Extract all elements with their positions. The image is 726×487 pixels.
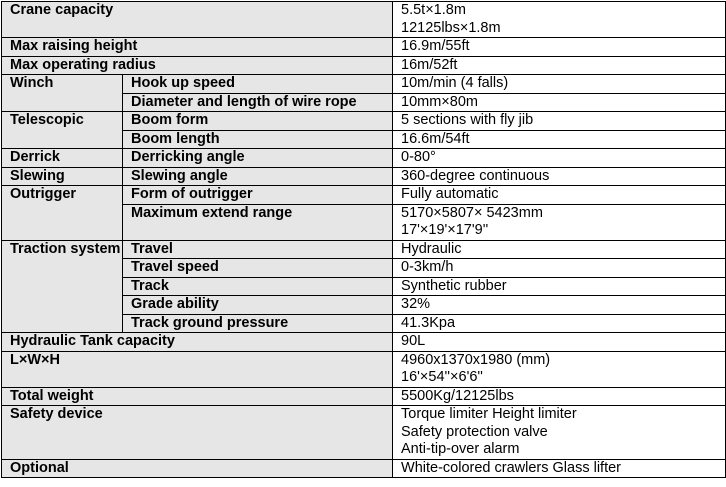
spec-label-maximum-extend-range: Maximum extend range bbox=[123, 204, 393, 240]
spec-value-safety-device-line: Anti-tip-over alarm bbox=[401, 441, 520, 457]
table-row bbox=[2, 167, 726, 186]
spec-value-grade-ability bbox=[393, 296, 726, 315]
table-row bbox=[2, 149, 726, 168]
spec-value-slewing-angle bbox=[393, 167, 726, 186]
spec-value-boom-form-line: 5 sections with fly jib bbox=[401, 112, 534, 128]
spec-value-maximum-extend-range bbox=[393, 204, 726, 240]
spec-value-track-ground-pressure bbox=[393, 314, 726, 333]
spec-label-diameter-and-length-of-wire-rope: Diameter and length of wire rope bbox=[123, 93, 393, 112]
spec-value-diameter-and-length-of-wire-rope bbox=[393, 93, 726, 112]
spec-label-total-weight: Total weight bbox=[2, 387, 393, 406]
spec-value-l-w-h bbox=[393, 351, 726, 387]
spec-label-boom-length: Boom length bbox=[123, 130, 393, 149]
table-row bbox=[2, 351, 726, 387]
spec-value-optional-line: White-colored crawlers Glass lifter bbox=[401, 459, 621, 476]
spec-value-track-ground-pressure-line: 41.3Kpa bbox=[401, 314, 456, 331]
spec-label-form-of-outrigger: Form of outrigger bbox=[123, 186, 393, 205]
spec-value-form-of-outrigger-line: Fully automatic bbox=[401, 186, 499, 202]
spec-value-max-raising-height bbox=[393, 38, 726, 57]
table-row bbox=[2, 56, 726, 75]
spec-value-track bbox=[393, 277, 726, 296]
spec-value-boom-length-line: 16.6m/54ft bbox=[401, 130, 470, 147]
spec-label-slewing-angle: Slewing angle bbox=[123, 167, 393, 186]
group-label-telescopic: Telescopic bbox=[2, 112, 123, 149]
spec-value-max-operating-radius-line: 16m/52ft bbox=[401, 56, 458, 73]
group-label-slewing: Slewing bbox=[2, 167, 123, 186]
spec-value-travel-line: Hydraulic bbox=[401, 240, 462, 257]
spec-value-maximum-extend-range-line: 5170×5807× 5423mm bbox=[401, 204, 543, 221]
table-row bbox=[2, 112, 726, 131]
spec-value-l-w-h-line: 16'×54''×6'6'' bbox=[401, 369, 483, 385]
spec-value-total-weight bbox=[393, 387, 726, 406]
spec-label-crane-capacity: Crane capacity bbox=[2, 2, 393, 38]
table-row bbox=[2, 75, 726, 94]
spec-value-travel-speed bbox=[393, 259, 726, 278]
spec-value-boom-length bbox=[393, 130, 726, 149]
spec-value-diameter-and-length-of-wire-rope-line: 10mm×80m bbox=[401, 93, 478, 110]
table-row bbox=[2, 459, 726, 478]
spec-label-grade-ability: Grade ability bbox=[123, 296, 393, 315]
spec-label-safety-device: Safety device bbox=[2, 406, 393, 460]
table-row bbox=[2, 387, 726, 406]
spec-value-track-line: Synthetic rubber bbox=[401, 277, 507, 294]
spec-label-boom-form: Boom form bbox=[123, 112, 393, 131]
group-label-derrick: Derrick bbox=[2, 149, 123, 168]
spec-value-safety-device-line: Safety protection valve bbox=[401, 423, 548, 440]
spec-label-track: Track bbox=[123, 277, 393, 296]
spec-label-hydraulic-tank-capacity: Hydraulic Tank capacity bbox=[2, 333, 393, 352]
spec-value-travel-speed-line: 0-3km/h bbox=[401, 259, 454, 275]
spec-value-hook-up-speed bbox=[393, 75, 726, 94]
spec-value-crane-capacity bbox=[393, 2, 726, 38]
table-row bbox=[2, 333, 726, 352]
spec-label-track-ground-pressure: Track ground pressure bbox=[123, 314, 393, 333]
spec-value-hydraulic-tank-capacity bbox=[393, 333, 726, 352]
spec-label-max-raising-height: Max raising height bbox=[2, 38, 393, 57]
crane-spec-table bbox=[1, 1, 726, 478]
spec-value-l-w-h-line: 4960x1370x1980 (mm) bbox=[401, 351, 551, 368]
spec-value-safety-device bbox=[393, 406, 726, 460]
spec-value-crane-capacity-line: 12125lbs×1.8m bbox=[401, 19, 501, 36]
spec-value-travel bbox=[393, 240, 726, 259]
table-row bbox=[2, 2, 726, 38]
spec-label-travel: Travel bbox=[123, 240, 393, 259]
spec-value-total-weight-line: 5500Kg/12125lbs bbox=[401, 387, 514, 404]
group-label-outrigger: Outrigger bbox=[2, 186, 123, 241]
spec-table-body bbox=[2, 2, 726, 478]
spec-value-derricking-angle bbox=[393, 149, 726, 168]
spec-label-hook-up-speed: Hook up speed bbox=[123, 75, 393, 94]
spec-value-optional bbox=[393, 459, 726, 478]
table-row bbox=[2, 186, 726, 205]
group-label-winch: Winch bbox=[2, 75, 123, 112]
spec-value-grade-ability-line: 32% bbox=[401, 296, 431, 312]
spec-label-optional: Optional bbox=[2, 459, 393, 478]
spec-label-l-w-h: L×W×H bbox=[2, 351, 393, 387]
table-row bbox=[2, 38, 726, 57]
group-label-traction-system: Traction system bbox=[2, 240, 123, 333]
spec-value-boom-form bbox=[393, 112, 726, 131]
spec-value-hydraulic-tank-capacity-line: 90L bbox=[401, 333, 426, 349]
table-row bbox=[2, 240, 726, 259]
spec-value-max-operating-radius bbox=[393, 56, 726, 75]
spec-value-derricking-angle-line: 0-80° bbox=[401, 149, 436, 165]
table-row bbox=[2, 406, 726, 460]
spec-value-crane-capacity-line: 5.5t×1.8m bbox=[401, 2, 466, 18]
spec-value-max-raising-height-line: 16.9m/55ft bbox=[401, 38, 470, 54]
spec-label-derricking-angle: Derricking angle bbox=[123, 149, 393, 168]
spec-label-max-operating-radius: Max operating radius bbox=[2, 56, 393, 75]
spec-value-form-of-outrigger bbox=[393, 186, 726, 205]
spec-value-hook-up-speed-line: 10m/min (4 falls) bbox=[401, 75, 509, 91]
spec-value-safety-device-line: Torque limiter Height limiter bbox=[401, 406, 577, 422]
spec-value-slewing-angle-line: 360-degree continuous bbox=[401, 167, 550, 184]
spec-value-maximum-extend-range-line: 17'×19'×17'9'' bbox=[401, 222, 489, 238]
spec-label-travel-speed: Travel speed bbox=[123, 259, 393, 278]
